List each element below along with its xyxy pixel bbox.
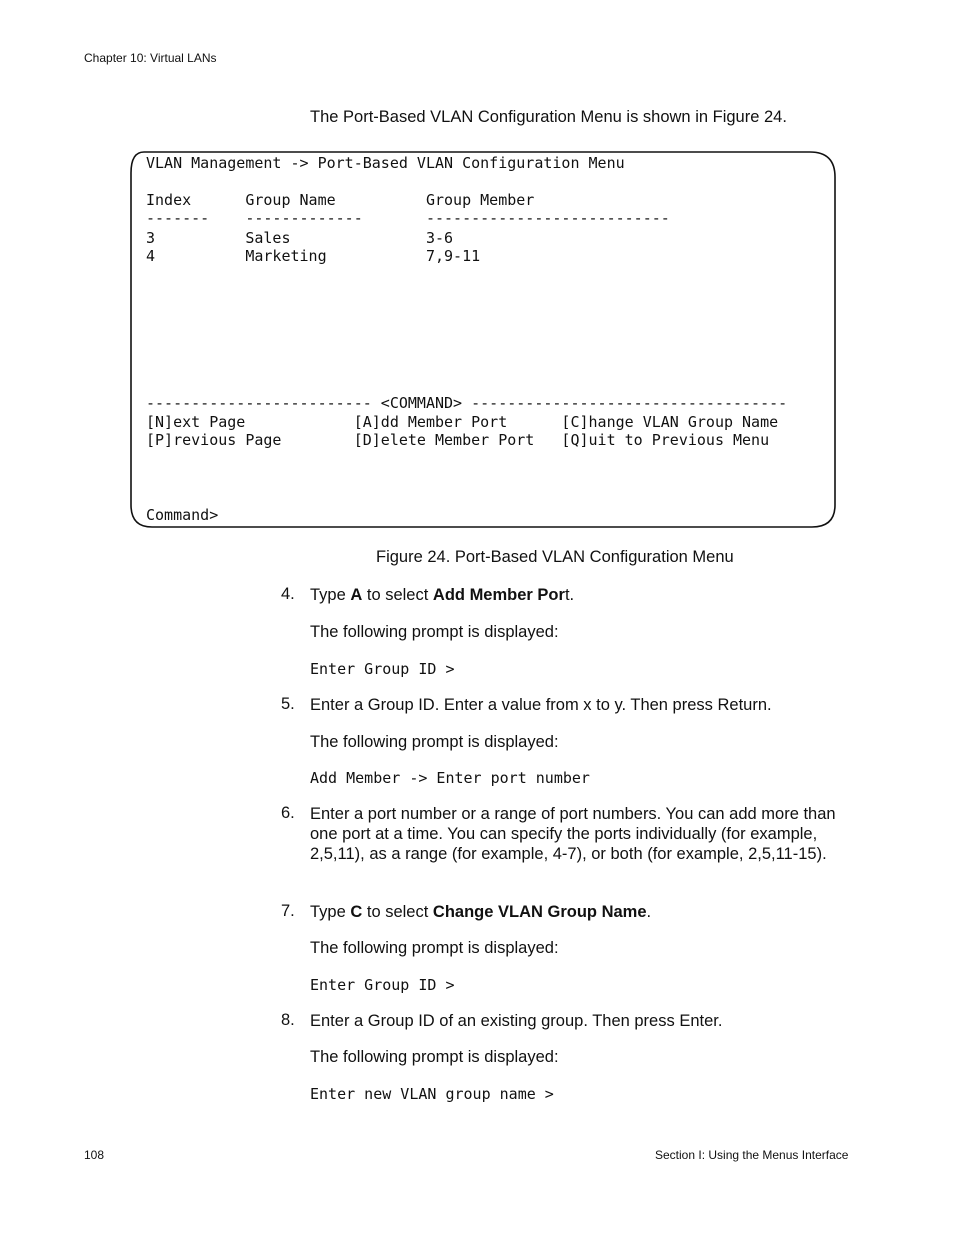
terminal-figure	[130, 151, 836, 528]
command-rule: ------------------------- <COMMAND> -----------------------------------	[146, 394, 788, 412]
menu-option-label: Add Member Por	[432, 586, 565, 604]
step-number: 8.	[281, 1011, 295, 1029]
step-text-part: t.	[564, 586, 575, 604]
menu-line: [N]ext Page [A]dd Member Port [C]hange VLAN Group Name	[146, 413, 779, 431]
prompt-note: The following prompt is displayed:	[310, 939, 559, 957]
command-prompt: Command>	[146, 506, 219, 524]
menu-option-label: Change VLAN Group Name	[432, 903, 647, 921]
key-label: A	[350, 586, 363, 604]
column-header: Index Group Name Group Member	[146, 191, 535, 209]
page-number: 108	[84, 1148, 105, 1162]
menu-line: [P]revious Page [D]elete Member Port [Q]uit to Previous Menu	[146, 431, 770, 449]
step-5-text: Enter a Group ID. Enter a value from x to y. Then press Return.	[310, 696, 772, 714]
prompt-note: The following prompt is displayed:	[310, 623, 559, 641]
vlan-row: 4 Marketing 7,9-11	[146, 247, 481, 265]
step-text-part: .	[646, 903, 652, 921]
figure-caption: Figure 24. Port-Based VLAN Configuration Menu	[376, 548, 734, 566]
step-6-text: Enter a port number or a range of port numbers. You can add more than one port at a time. You can specify the ports individually (for example, 2,5,11), as a range (for example, 4-7), or both (for example, 2,5,11-15).	[310, 805, 836, 863]
step-text-part: Type	[310, 903, 351, 921]
step-4-text	[310, 585, 845, 605]
step-number: 7.	[281, 902, 295, 920]
section-footer: Section I: Using the Menus Interface	[655, 1148, 849, 1162]
step-number: 5.	[281, 695, 295, 713]
vlan-row: 3 Sales 3-6	[146, 229, 454, 247]
code-prompt: Enter Group ID >	[310, 660, 455, 678]
step-number: 6.	[281, 804, 295, 822]
code-prompt: Add Member -> Enter port number	[310, 769, 590, 787]
intro-text: The Port-Based VLAN Configuration Menu is shown in Figure 24.	[310, 108, 787, 126]
step-8-text: Enter a Group ID of an existing group. Then press Enter.	[310, 1012, 723, 1030]
column-rule: ------- ------------- ---------------------------	[146, 209, 670, 227]
step-7-text	[310, 902, 845, 922]
code-prompt: Enter new VLAN group name >	[310, 1085, 554, 1103]
step-number: 4.	[281, 585, 295, 603]
key-label: C	[350, 903, 363, 921]
step-text-part: to select	[362, 586, 433, 604]
chapter-header: Chapter 10: Virtual LANs	[84, 51, 217, 65]
code-prompt: Enter Group ID >	[310, 976, 455, 994]
prompt-note: The following prompt is displayed:	[310, 733, 559, 751]
step-text-part: to select	[362, 903, 433, 921]
prompt-note: The following prompt is displayed:	[310, 1048, 559, 1066]
step-text-part: Type	[310, 586, 351, 604]
terminal-title: VLAN Management -> Port-Based VLAN Configuration Menu	[146, 154, 625, 172]
